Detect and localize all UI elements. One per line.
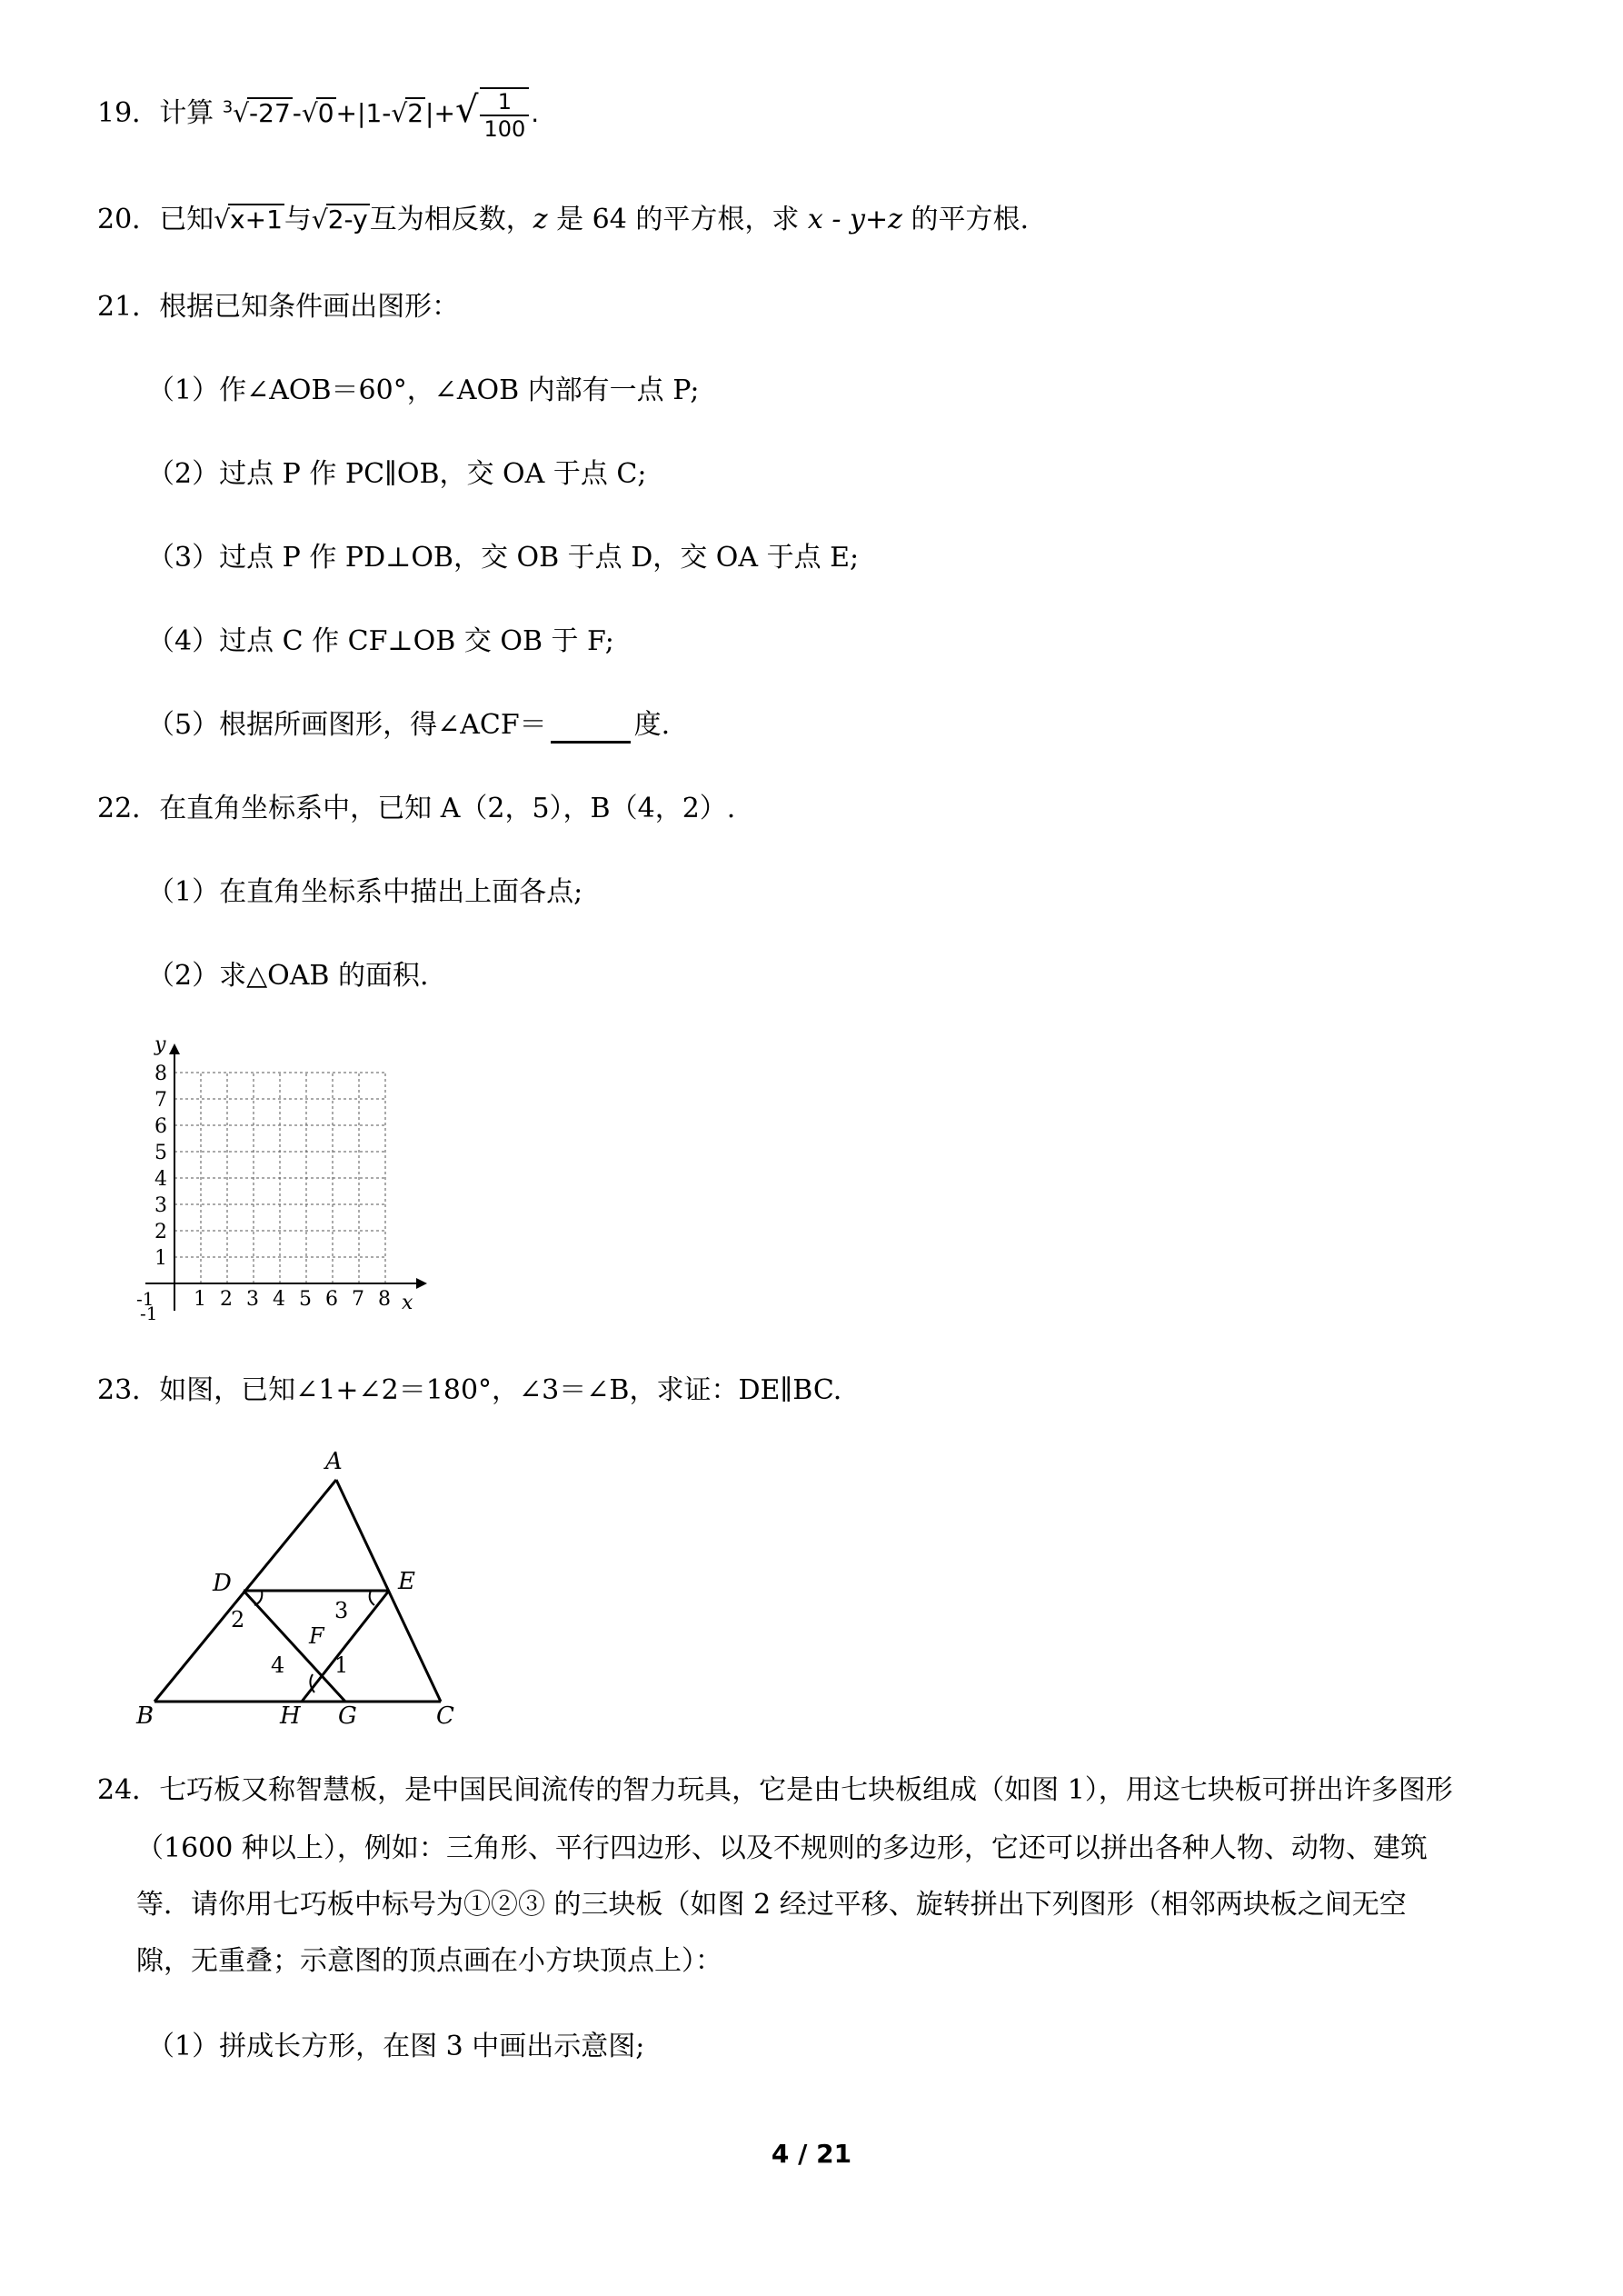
triangle-figure — [127, 1445, 491, 1736]
y-tick-label: 5 — [154, 1142, 167, 1164]
y-tick-label: 8 — [154, 1063, 167, 1085]
y-tick-label: 4 — [154, 1168, 167, 1191]
label-3: 3 — [334, 1598, 349, 1623]
q24-step-1: （1）拼成长方形，在图 3 中画出示意图; — [147, 2031, 645, 2062]
label-1: 1 — [334, 1652, 349, 1678]
question-20: 20．已知√x+1与√2-y互为相反数，z 是 64 的平方根，求 x - y+z 的平方根. — [97, 204, 1029, 235]
y-axis-label: y — [154, 1033, 166, 1056]
y-tick-labels — [154, 1063, 167, 1270]
q24-line-2: （1600 种以上），例如：三角形、平行四边形、以及不规则的多边形，它还可以拼出各种人物、动物、建筑 — [136, 1832, 1428, 1864]
question-22: 22．在直角坐标系中，已知 A（2，5），B（4，2）. — [97, 793, 736, 824]
neg-y-label: -1 — [140, 1303, 158, 1324]
y-tick-label: 6 — [154, 1115, 167, 1138]
question-number: 21． — [97, 291, 160, 323]
question-21: 21．根据已知条件画出图形： — [97, 291, 460, 323]
y-tick-label: 7 — [154, 1089, 167, 1112]
question-number: 24． — [97, 1774, 160, 1806]
neg-x-label: -1 — [136, 1288, 154, 1310]
q21-step-5: （5）根据所画图形，得∠ACF＝ 度. — [147, 707, 670, 744]
answer-blank[interactable] — [551, 714, 631, 744]
q24-line-3: 等．请你用七巧板中标号为①②③ 的三块板（如图 2 经过平移、旋转拼出下列图形（相邻两块板之间无空 — [136, 1889, 1407, 1921]
q21-step-2: （2）过点 P 作 PC∥OB，交 OA 于点 C; — [147, 458, 647, 490]
question-number: 23． — [97, 1374, 160, 1406]
label-c: C — [436, 1702, 454, 1730]
x-tick-label: 7 — [352, 1288, 364, 1311]
label-g: G — [338, 1702, 357, 1730]
x-tick-label: 5 — [299, 1288, 312, 1311]
question-number: 19． — [97, 97, 160, 129]
x-tick-label: 4 — [273, 1288, 285, 1311]
q22-step-1: （1）在直角坐标系中描出上面各点; — [147, 876, 583, 908]
x-tick-labels — [194, 1288, 391, 1311]
segment-dg — [244, 1591, 345, 1702]
x-tick-label: 2 — [220, 1288, 233, 1311]
label-a: A — [325, 1448, 343, 1475]
label-h: H — [280, 1702, 301, 1730]
q21-step-4: （4）过点 C 作 CF⊥OB 交 OB 于 F; — [147, 625, 614, 657]
math-expression: $^3$√-27-√0+|1-√2|+√ $\frac{1}{100}$ . — [222, 89, 540, 142]
q24-line-4: 隙，无重叠；示意图的顶点画在小方块顶点上）： — [136, 1945, 722, 1977]
page-number: 4 / 21 — [771, 2139, 852, 2169]
label-e: E — [398, 1568, 415, 1595]
x-axis-arrow — [416, 1278, 427, 1289]
question-number: 20． — [97, 204, 160, 235]
question-number: 22． — [97, 793, 160, 824]
y-tick-label: 2 — [154, 1221, 167, 1243]
y-tick-label: 1 — [154, 1247, 167, 1270]
coordinate-grid — [127, 1027, 436, 1327]
q21-step-1: （1）作∠AOB＝60°，∠AOB 内部有一点 P; — [147, 374, 700, 406]
x-tick-label: 3 — [246, 1288, 259, 1311]
label-b: B — [136, 1702, 154, 1730]
x-axis-label: x — [402, 1292, 413, 1314]
question-lead: 计算 — [159, 97, 214, 129]
label-d: D — [213, 1570, 232, 1597]
x-tick-label: 1 — [194, 1288, 206, 1311]
x-tick-label: 8 — [378, 1288, 391, 1311]
question-23: 23．如图，已知∠1+∠2＝180°，∠3＝∠B，求证：DE∥BC. — [97, 1374, 842, 1406]
grid-lines — [174, 1073, 385, 1283]
x-tick-label: 6 — [325, 1288, 338, 1311]
question-24: 24．七巧板又称智慧板，是中国民间流传的智力玩具，它是由七块板组成（如图 1），用这七块板可拼出许多图形 — [97, 1774, 1453, 1806]
angle-3-arc — [370, 1591, 374, 1605]
question-19 — [97, 87, 539, 142]
label-4: 4 — [271, 1652, 285, 1678]
label-2: 2 — [231, 1607, 245, 1632]
label-f: F — [309, 1623, 324, 1649]
q22-step-2: （2）求△OAB 的面积. — [147, 960, 429, 992]
y-tick-label: 3 — [154, 1194, 167, 1217]
q21-step-3: （3）过点 P 作 PD⊥OB，交 OB 于点 D，交 OA 于点 E; — [147, 542, 860, 574]
y-axis-arrow — [169, 1043, 180, 1054]
